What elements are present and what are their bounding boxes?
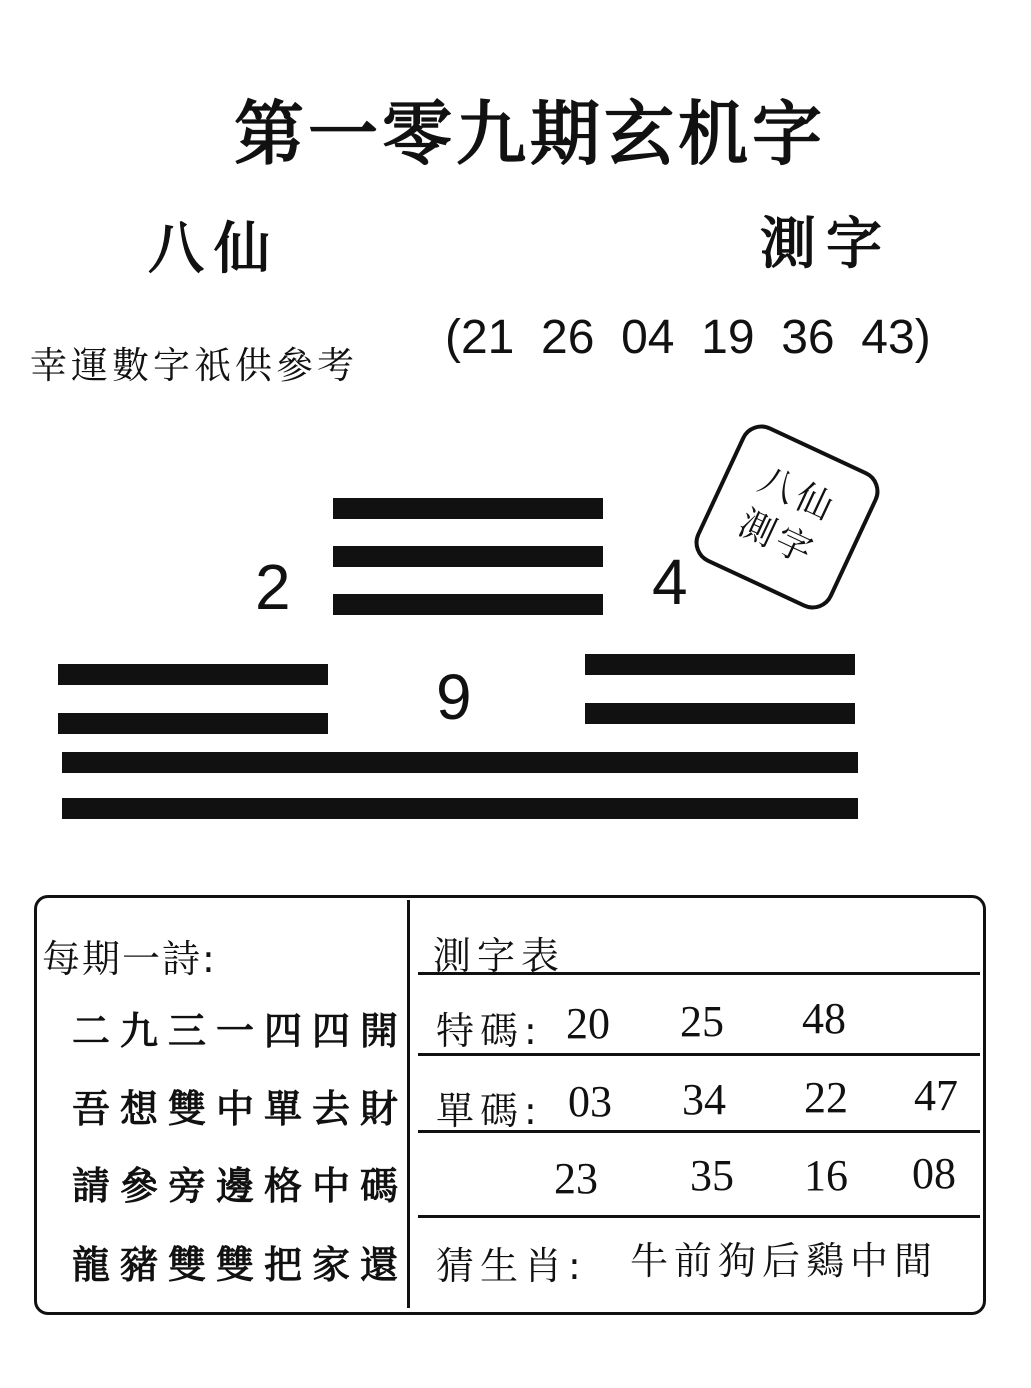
special-code-label: 特碼: (436, 1009, 543, 1053)
trigram-digit-left: 2 (255, 551, 291, 623)
zodiac-value: 牛前狗后鷄中間 (630, 1239, 939, 1283)
extra-number-2: 35 (690, 1151, 734, 1200)
special-number-3: 48 (802, 994, 846, 1043)
special-number-2: 25 (680, 997, 724, 1046)
trigram-bottom-bar-2 (62, 798, 858, 819)
extra-number-1: 23 (554, 1154, 598, 1203)
table-title: 測字表 (433, 934, 566, 978)
stamp-line-1: 八仙 (752, 459, 843, 531)
trigram-bottom-bar-1 (62, 752, 858, 773)
stamp-line-2: 測字 (732, 502, 822, 574)
page-title: 第一零九期玄机字 (234, 92, 826, 175)
trigram-top-bar-1 (333, 498, 603, 519)
zodiac-label: 猜生肖: (436, 1244, 587, 1288)
poem-line-4: 龍豬雙雙把家還 (72, 1242, 409, 1287)
single-number-4: 47 (914, 1071, 958, 1120)
poem-line-2: 吾想雙中單去財 (72, 1086, 409, 1131)
single-number-2: 34 (682, 1075, 726, 1124)
trigram-right-bar-2 (585, 703, 855, 724)
single-number-3: 22 (804, 1073, 848, 1122)
trigram-left-bar-1 (58, 664, 328, 685)
extra-number-3: 16 (804, 1151, 848, 1200)
poem-title: 每期一詩: (42, 937, 217, 981)
header-right: 測字 (760, 211, 892, 277)
single-number-1: 03 (568, 1077, 612, 1126)
poem-line-1: 二九三一四四開 (72, 1008, 409, 1053)
trigram-left-bar-2 (58, 713, 328, 734)
trigram-digit-right: 4 (652, 546, 688, 618)
table-row-divider-4 (418, 1215, 980, 1218)
lucky-label: 幸運數字祇供參考 (30, 344, 358, 387)
trigram-top-bar-2 (333, 546, 603, 567)
trigram-digit-center: 9 (436, 661, 472, 733)
seal-stamp (687, 417, 886, 616)
trigram-right-bar-1 (585, 654, 855, 675)
lucky-numbers: (21 26 04 19 36 43) (445, 311, 931, 364)
extra-number-4: 08 (912, 1149, 956, 1198)
header-left: 八仙 (148, 216, 280, 282)
trigram-top-bar-3 (333, 594, 603, 615)
single-code-label: 單碼: (436, 1089, 543, 1133)
poem-line-3: 請參旁邊格中碼 (72, 1163, 409, 1208)
special-number-1: 20 (566, 999, 610, 1048)
